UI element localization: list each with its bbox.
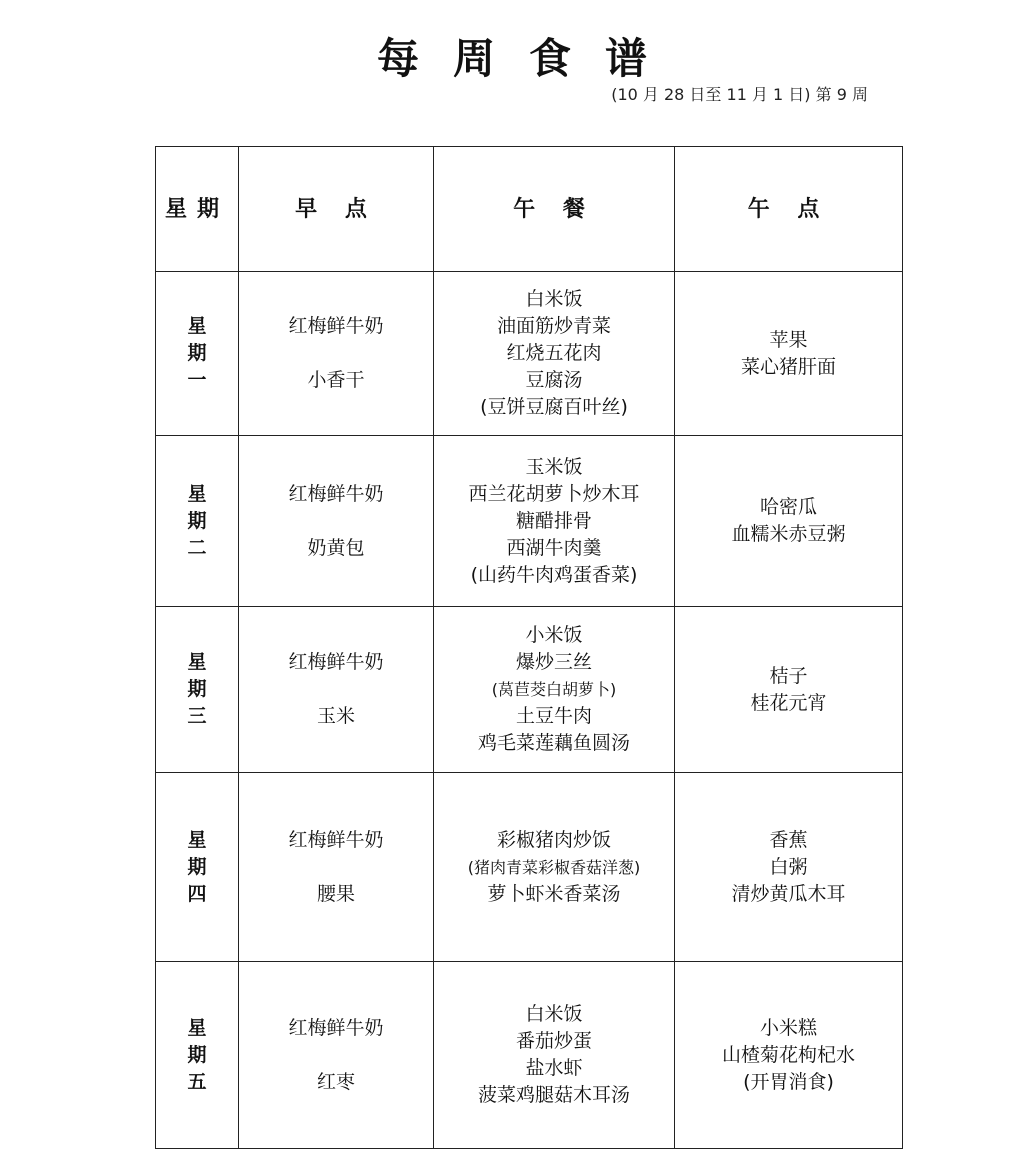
- page-title: 每周食谱: [376, 34, 681, 83]
- snack-cell: 苹果 菜心猪肝面: [675, 272, 903, 436]
- lunch-cell: 白米饭 油面筋炒青菜 红烧五花肉 豆腐汤 (豆饼豆腐百叶丝): [434, 272, 675, 436]
- snack-cell: 哈密瓜 血糯米赤豆粥: [675, 436, 903, 607]
- header-row: [156, 147, 903, 272]
- lunch-cell: 彩椒猪肉炒饭 (猪肉青菜彩椒香菇洋葱) 萝卜虾米香菜汤: [434, 773, 675, 962]
- table-row: [156, 272, 903, 436]
- breakfast-cell: 红梅鲜牛奶 玉米: [239, 607, 434, 773]
- snack-cell: 香蕉 白粥 清炒黄瓜木耳: [675, 773, 903, 962]
- week-date-range: (10 月 28 日至 11 月 1 日) 第 9 周: [611, 85, 868, 104]
- breakfast-cell: 红梅鲜牛奶 腰果: [239, 773, 434, 962]
- snack-cell: 小米糕 山楂菊花枸杞水 (开胃消食): [675, 962, 903, 1149]
- breakfast-cell: 红梅鲜牛奶 小香干: [239, 272, 434, 436]
- day-cell: 星 期 五: [156, 962, 239, 1149]
- weekly-menu-table: [155, 146, 903, 1149]
- header-snack: 午 点: [675, 147, 903, 272]
- header-day: 星期: [156, 147, 239, 272]
- breakfast-cell: 红梅鲜牛奶 奶黄包: [239, 436, 434, 607]
- table-row: [156, 962, 903, 1149]
- header-lunch: 午 餐: [434, 147, 675, 272]
- breakfast-cell: 红梅鲜牛奶 红枣: [239, 962, 434, 1149]
- day-cell: 星 期 四: [156, 773, 239, 962]
- lunch-cell: 小米饭 爆炒三丝 (莴苣茭白胡萝卜) 土豆牛肉 鸡毛菜莲藕鱼圆汤: [434, 607, 675, 773]
- table-row: [156, 436, 903, 607]
- day-cell: 星 期 一: [156, 272, 239, 436]
- lunch-cell: 白米饭 番茄炒蛋 盐水虾 菠菜鸡腿菇木耳汤: [434, 962, 675, 1149]
- lunch-cell: 玉米饭 西兰花胡萝卜炒木耳 糖醋排骨 西湖牛肉羹 (山药牛肉鸡蛋香菜): [434, 436, 675, 607]
- day-cell: 星 期 二: [156, 436, 239, 607]
- snack-cell: 桔子 桂花元宵: [675, 607, 903, 773]
- table-row: [156, 607, 903, 773]
- day-cell: 星 期 三: [156, 607, 239, 773]
- header-breakfast: 早 点: [239, 147, 434, 272]
- table-row: [156, 773, 903, 962]
